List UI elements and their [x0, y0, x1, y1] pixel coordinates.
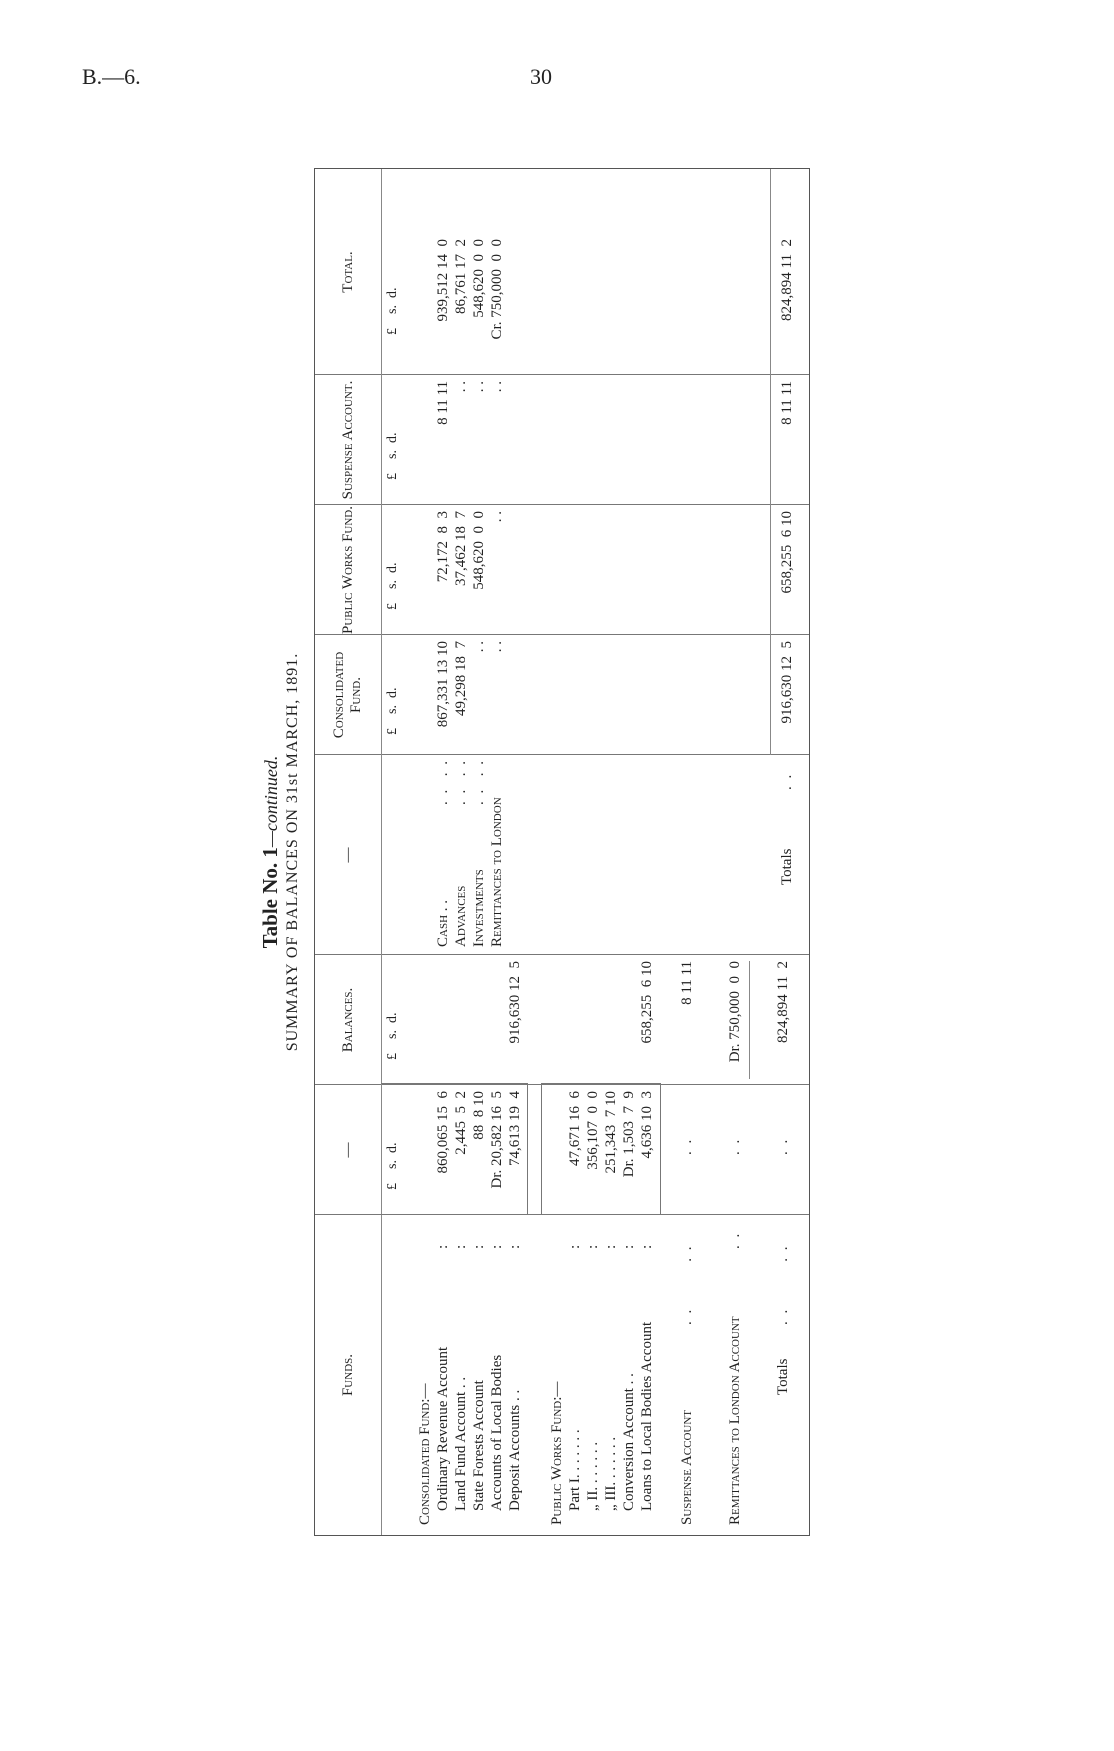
- column-rule: [315, 634, 809, 635]
- total-cell: 86,761 17 2: [453, 239, 469, 314]
- leader-dots: . .: [779, 772, 795, 790]
- right-item-label: Investments: [471, 869, 487, 947]
- consolidated-cell: . .: [471, 641, 487, 653]
- public-works-item-label: „ II. . . . . . .: [585, 1441, 601, 1511]
- suspense-cell: . .: [489, 381, 505, 393]
- header-rule: [381, 169, 382, 1535]
- suspense-cell: . .: [453, 381, 469, 393]
- header-dash-1: —: [339, 1142, 356, 1158]
- totals-label-left: Totals: [775, 1358, 791, 1395]
- unit-label: £ s. d.: [385, 687, 400, 735]
- header-funds: Funds.: [339, 1353, 356, 1397]
- totals-rule: [770, 169, 771, 755]
- consolidated-heading: Consolidated Fund:—: [417, 1383, 433, 1525]
- balances-total-rule: [749, 961, 750, 1079]
- page-number: 30: [530, 64, 552, 89]
- public-works-item-label: Conversion Account . .: [621, 1373, 637, 1511]
- consolidated-balance: 916,630 12 5: [507, 961, 523, 1044]
- public-works-cell: 37,462 18 7: [453, 511, 469, 586]
- column-rule: [315, 754, 809, 755]
- leader-dots: . .: [679, 1137, 695, 1155]
- public-works-cell: . .: [489, 511, 505, 523]
- right-item-label: Remittances to London: [489, 797, 505, 947]
- public-works-heading: Public Works Fund:—: [549, 1381, 565, 1525]
- table-title: [258, 162, 283, 1542]
- header-public-works-fund: Public Works Fund.: [339, 506, 356, 634]
- public-works-item-label: „ III. . . . . . .: [603, 1436, 619, 1511]
- public-works-item-label: Loans to Local Bodies Account: [639, 1321, 655, 1511]
- consolidated-item-amount: Dr. 20,582 16 5: [489, 1091, 505, 1189]
- remittances-balance: Dr. 750,000 0 0: [727, 961, 743, 1063]
- header-balances: Balances.: [339, 987, 356, 1053]
- unit-label: £ s. d.: [385, 1142, 400, 1190]
- balances-total: 824,894 11 2: [775, 961, 791, 1043]
- consolidated-item-label: Deposit Accounts . .: [507, 1389, 523, 1511]
- public-works-item-amount: Dr. 1,503 7 9: [621, 1091, 637, 1178]
- table-subtitle: SUMMARY OF BALANCES ON 31st MARCH, 1891.: [284, 652, 301, 1052]
- totals-label-right: Totals: [779, 848, 795, 885]
- consolidated-total: 916,630 12 5: [779, 641, 795, 724]
- header-dash-2: —: [339, 847, 356, 863]
- public-works-subtotal-box: [541, 1083, 661, 1215]
- consolidated-item-amount: 860,065 15 6: [435, 1091, 451, 1174]
- consolidated-item-amount: 74,613 19 4: [507, 1091, 523, 1166]
- leader-dots: . . . .: [679, 1244, 695, 1325]
- suspense-cell: . .: [471, 381, 487, 393]
- unit-label: £ s. d.: [385, 562, 400, 610]
- consolidated-item-label: Ordinary Revenue Account: [435, 1346, 451, 1511]
- consolidated-cell: . .: [489, 641, 505, 653]
- leader-dots: :: [507, 1237, 523, 1249]
- suspense-total: 8 11 11: [779, 381, 795, 425]
- header-consolidated-fund: Consolidated Fund.: [331, 651, 364, 739]
- public-works-total: 658,255 6 10: [779, 511, 795, 594]
- right-item-label: Cash . .: [435, 899, 451, 947]
- leader-dots: :: [585, 1237, 601, 1249]
- balances-table: [314, 168, 810, 1536]
- leader-dots: :: [435, 1237, 451, 1249]
- leader-dots: . . . .: [453, 759, 469, 805]
- leader-dots: . . . .: [435, 759, 451, 805]
- consolidated-item-label: Land Fund Account . .: [453, 1376, 469, 1511]
- header-suspense-account: Suspense Account.: [339, 380, 356, 500]
- leader-dots: . . . .: [471, 759, 487, 805]
- consolidated-item-label: State Forests Account: [471, 1380, 487, 1511]
- table-title-main: Table No. 1: [258, 847, 282, 949]
- leader-dots: . . . .: [775, 1244, 791, 1325]
- unit-label: £ s. d.: [385, 287, 400, 335]
- suspense-balance: 8 11 11: [679, 961, 695, 1005]
- grand-total: 824,894 11 2: [779, 239, 795, 321]
- unit-label: £ s. d.: [385, 1012, 400, 1060]
- public-works-cell: 548,620 0 0: [471, 511, 487, 590]
- public-works-item-amount: 356,107 0 0: [585, 1091, 601, 1170]
- leader-dots: :: [453, 1237, 469, 1249]
- public-works-item-amount: 251,343 7 10: [603, 1091, 619, 1174]
- public-works-item-label: Part I. . . . . . .: [567, 1429, 583, 1511]
- consolidated-item-label: Accounts of Local Bodies: [489, 1354, 505, 1511]
- consolidated-subtotal-box: [381, 1083, 528, 1215]
- leader-dots: . .: [727, 1231, 743, 1249]
- leader-dots: :: [489, 1237, 505, 1249]
- public-works-balance: 658,255 6 10: [639, 961, 655, 1044]
- suspense-account-label: Suspense Account: [679, 1409, 695, 1525]
- leader-dots: :: [603, 1237, 619, 1249]
- public-works-item-amount: 47,671 16 6: [567, 1091, 583, 1166]
- remittances-label: Remittances to London Account: [727, 1316, 743, 1525]
- suspense-cell: 8 11 11: [435, 381, 451, 425]
- leader-dots: . .: [775, 1137, 791, 1155]
- total-cell: Cr. 750,000 0 0: [489, 239, 505, 340]
- column-rule: [315, 954, 809, 955]
- document-code: B.—6.: [82, 64, 141, 89]
- total-cell: 548,620 0 0: [471, 239, 487, 318]
- leader-dots: :: [471, 1237, 487, 1249]
- public-works-item-amount: 4,636 10 3: [639, 1091, 655, 1159]
- leader-dots: . .: [727, 1137, 743, 1155]
- leader-dots: :: [639, 1237, 655, 1249]
- column-rule: [315, 504, 809, 505]
- consolidated-item-amount: 2,445 5 2: [453, 1091, 469, 1155]
- leader-dots: :: [621, 1237, 637, 1249]
- right-item-label: Advances: [453, 885, 469, 947]
- header-total: Total.: [339, 251, 356, 293]
- unit-label: £ s. d.: [385, 432, 400, 480]
- consolidated-item-amount: 88 8 10: [471, 1091, 487, 1140]
- total-cell: 939,512 14 0: [435, 239, 451, 322]
- column-rule: [315, 374, 809, 375]
- public-works-cell: 72,172 8 3: [435, 511, 451, 583]
- consolidated-cell: 49,298 18 7: [453, 641, 469, 716]
- rotated-table-block: [258, 162, 818, 1542]
- consolidated-cell: 867,331 13 10: [435, 641, 451, 728]
- leader-dots: :: [567, 1237, 583, 1249]
- table-title-suffix: —continued.: [261, 755, 281, 848]
